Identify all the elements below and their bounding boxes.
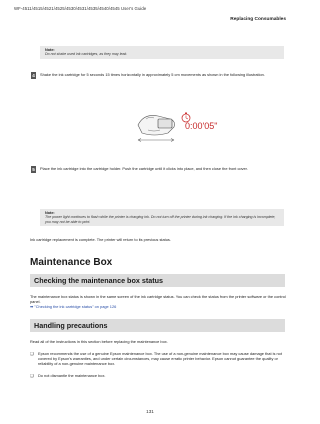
maintenance-box-heading: Maintenance Box <box>30 257 113 268</box>
checkbox-bullet-icon: ❏ <box>30 373 34 378</box>
header-model: WF-4511/4515/4521/4525/4530/4531/4535/4540/4545 User's Guide <box>14 6 147 11</box>
page-number: 131 <box>146 409 154 414</box>
note-text: Do not shake used ink cartridges, as they may leak. <box>45 52 128 56</box>
shake-illustration <box>134 107 234 147</box>
handling-intro: Read all of the instructions in this section before replacing the maintenance box. <box>30 339 168 344</box>
header-section: Replacing Consumables <box>230 17 286 22</box>
note-box <box>40 209 284 226</box>
step-number-4: 4 <box>32 73 35 78</box>
cross-reference-link[interactable] <box>30 304 286 309</box>
timer-label: 0:00'05" <box>185 121 218 131</box>
note-box <box>40 46 284 59</box>
note-text: The power light continues to flash while the printer is charging ink. Do not turn off the printer during ink charging. If the ink charging is incomplete, you may not be able to print. <box>45 215 276 224</box>
bullet-text: Do not dismantle the maintenance box. <box>38 373 106 378</box>
checking-text: The maintenance box status is shown in the same screen of the ink cartridge status. You can check the status from the printer software or the control panel. <box>30 294 286 304</box>
step-5-text: Place the ink cartridge into the cartridge holder. Push the cartridge until it clicks into place, and then close the front cover. <box>40 166 248 171</box>
bullet-text: Epson recommends the use of a genuine Epson maintenance box. The use of a non-genuine maintenance box may cause damage that is not covered by Epson's warranties, and under certain circumstances, may cause erratic printer behavior. Epson cannot guarantee the quality or reliability of a non-genuine maintenance box. <box>38 351 282 366</box>
step-number-5: 5 <box>32 167 35 172</box>
note-title: Note: <box>45 48 55 52</box>
step-4-text: Shake the ink cartridge for 5 seconds 15 times horizontally in approximately 5 cm movements as shown in the following illustration. <box>40 72 265 77</box>
replacement-complete-text: Ink cartridge replacement is complete. The printer will return to its previous status. <box>30 237 171 242</box>
checkbox-bullet-icon: ❏ <box>30 351 34 356</box>
handling-heading: Handling precautions <box>34 321 108 330</box>
link-text[interactable]: "Checking the ink cartridge status" on page 126 <box>34 304 117 309</box>
note-title: Note: <box>45 211 55 215</box>
checking-heading: Checking the maintenance box status <box>34 276 164 285</box>
arrow-icon: ➡ <box>30 304 34 309</box>
